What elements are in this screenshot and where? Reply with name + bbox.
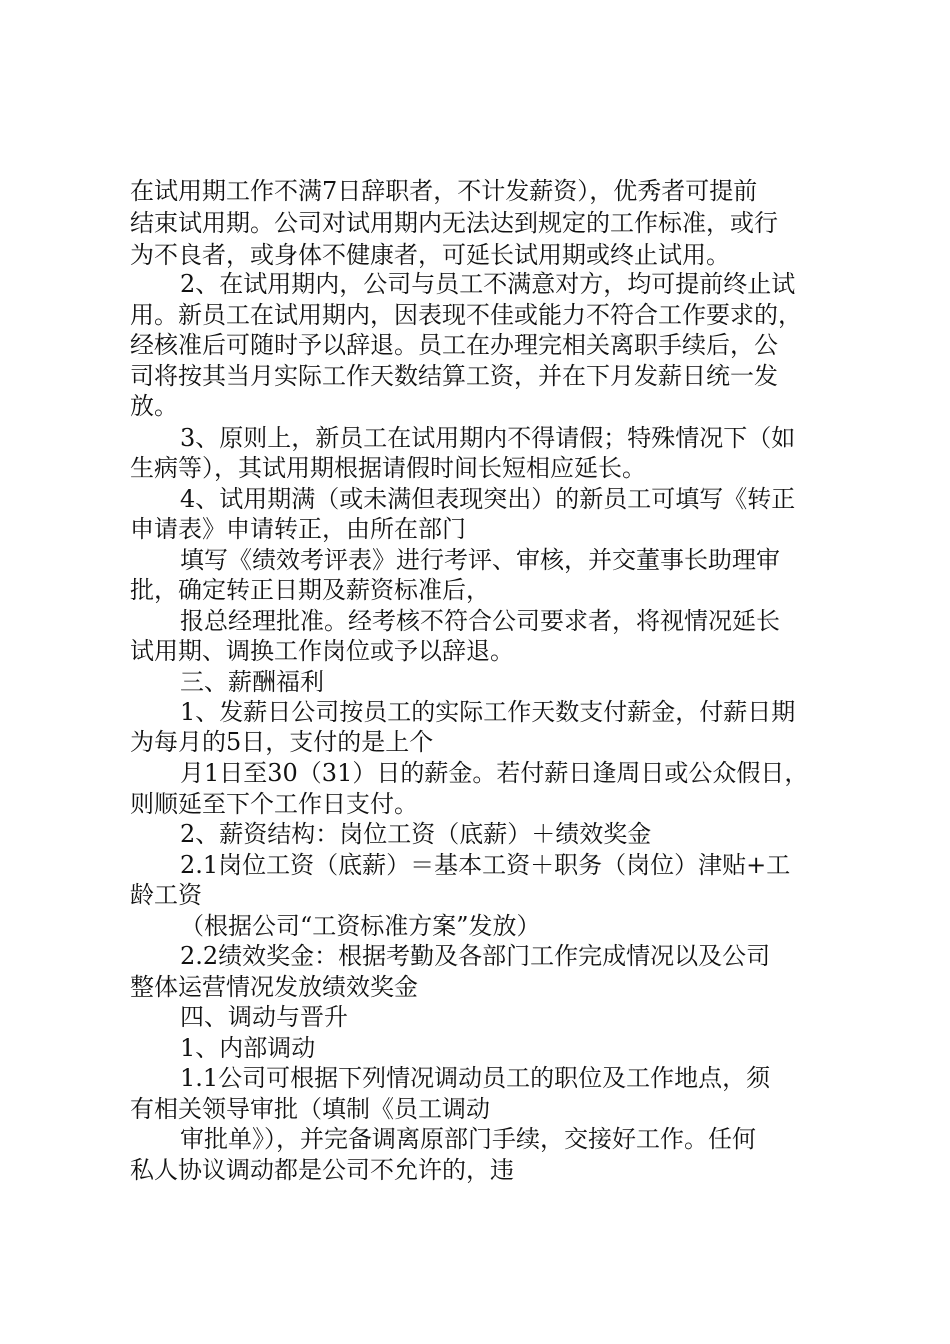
text-line: 2.1岗位工资（底薪）＝基本工资＋职务（岗位）津贴+工 <box>180 851 791 879</box>
text-line: 生病等），其试用期根据请假时间长短相应延长。 <box>130 454 646 482</box>
text-line: 月1日至30（31）日的薪金。若付薪日逢周日或公众假日， <box>180 759 809 787</box>
text-line: 3、原则上，新员工在试用期内不得请假；特殊情况下（如 <box>180 424 796 452</box>
text-line: 审批单》），并完备调离原部门手续，交接好工作。任何 <box>180 1125 756 1153</box>
text-line: 试用期、调换工作岗位或予以辞退。 <box>130 637 514 665</box>
text-line: 报总经理批准。经考核不符合公司要求者，将视情况延长 <box>180 607 780 635</box>
text-line: 申请表》申请转正，由所在部门 <box>130 515 466 543</box>
text-line: 则顺延至下个工作日支付。 <box>130 790 418 818</box>
text-line: 用。新员工在试用期内，因表现不佳或能力不符合工作要求的， <box>130 301 802 329</box>
text-line: （根据公司“工资标准方案”发放） <box>180 912 541 940</box>
text-line: 为每月的5日，支付的是上个 <box>130 728 434 756</box>
text-line: 为不良者，或身体不健康者，可延长试用期或终止试用。 <box>130 241 730 269</box>
text-line: 司将按其当月实际工作天数结算工资，并在下月发薪日统一发 <box>130 362 778 390</box>
text-line: 2.2绩效奖金：根据考勤及各部门工作完成情况以及公司 <box>180 942 771 970</box>
text-line: 结束试用期。公司对试用期内无法达到规定的工作标准，或行 <box>130 209 778 237</box>
text-line: 2、薪资结构：岗位工资（底薪）＋绩效奖金 <box>180 820 652 848</box>
text-line: 填写《绩效考评表》进行考评、审核，并交董事长助理审 <box>180 546 780 574</box>
section-heading: 四、调动与晋升 <box>180 1003 348 1031</box>
text-line: 放。 <box>130 392 178 420</box>
text-line: 1.1公司可根据下列情况调动员工的职位及工作地点，须 <box>180 1064 771 1092</box>
text-line: 有相关领导审批（填制《员工调动 <box>130 1095 490 1123</box>
subsection-heading: 1、内部调动 <box>180 1034 316 1062</box>
text-line: 经核准后可随时予以辞退。员工在办理完相关离职手续后，公 <box>130 331 778 359</box>
text-line: 批，确定转正日期及薪资标准后， <box>130 576 490 604</box>
text-line: 4、试用期满（或未满但表现突出）的新员工可填写《转正 <box>180 485 796 513</box>
text-line: 私人协议调动都是公司不允许的，违 <box>130 1156 514 1184</box>
text-line: 整体运营情况发放绩效奖金 <box>130 973 418 1001</box>
text-line: 1、发薪日公司按员工的实际工作天数支付薪金，付薪日期 <box>180 698 796 726</box>
section-heading: 三、薪酬福利 <box>180 668 324 696</box>
text-line: 龄工资 <box>130 881 202 909</box>
text-line: 2、在试用期内，公司与员工不满意对方，均可提前终止试 <box>180 270 796 298</box>
text-line: 在试用期工作不满7日辞职者，不计发薪资），优秀者可提前 <box>130 177 758 205</box>
